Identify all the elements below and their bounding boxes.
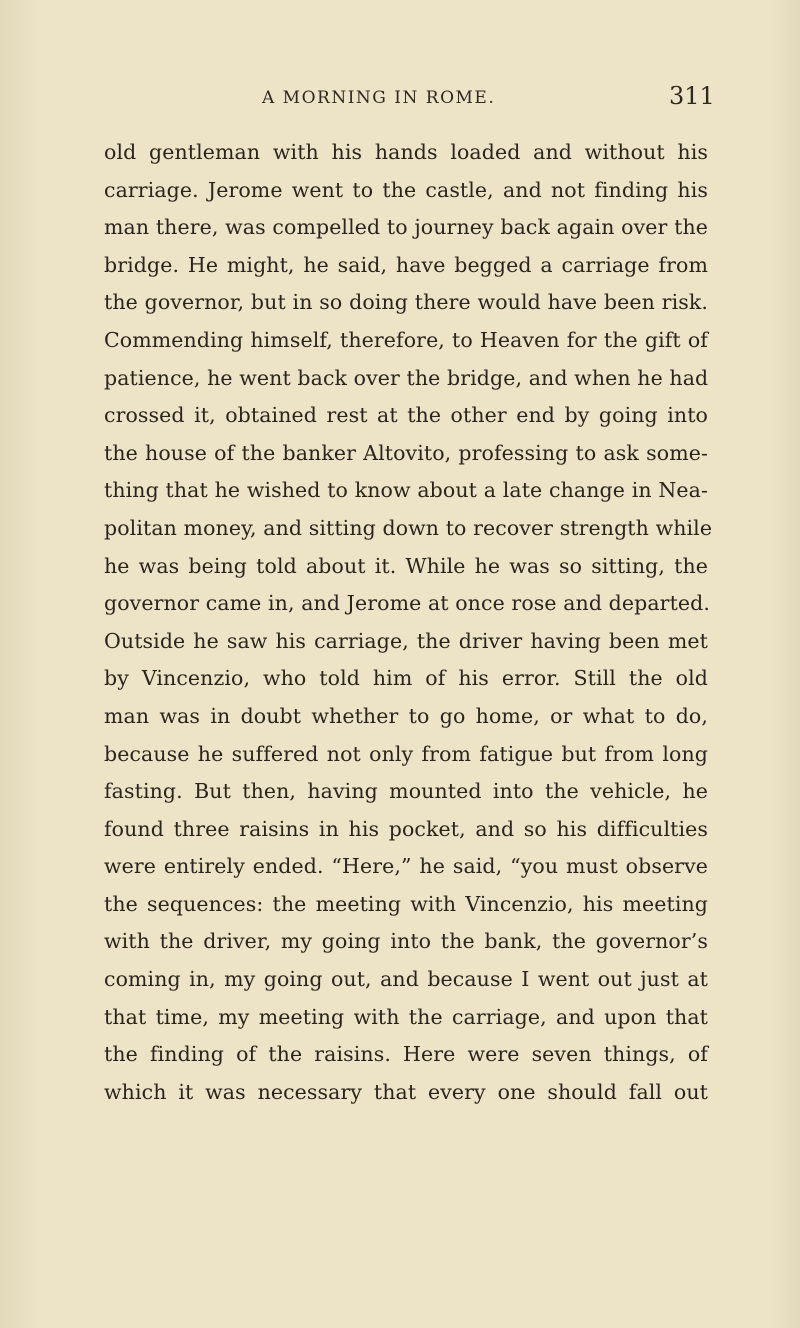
text-line: carriage. Jerome went to the castle, and not finding his [104, 177, 708, 202]
text-line: that time, my meeting with the carriage, and upon that [104, 1004, 708, 1029]
text-line: fasting. But then, having mounted into the vehicle, he [104, 779, 708, 804]
text-line: man there, was compelled to journey back again over the [104, 215, 708, 240]
text-line: Commending himself, therefore, to Heaven for the gift of [104, 327, 708, 352]
text-line: the finding of the raisins. Here were seven things, of [104, 1042, 708, 1067]
text-line: because he suffered not only from fatigue but from long [104, 741, 708, 766]
text-line: by Vincenzio, who told him of his error. Still the old [104, 666, 708, 691]
text-line: the house of the banker Altovito, professing to ask some- [104, 440, 708, 465]
text-line: which it was necessary that every one should fall out [104, 1079, 708, 1104]
text-line: the governor, but in so doing there would have been risk. [104, 290, 708, 315]
text-line: governor came in, and Jerome at once rose and departed. [104, 591, 710, 616]
text-line: Outside he saw his carriage, the driver having been met [104, 628, 708, 653]
text-line: crossed it, obtained rest at the other end by going into [104, 403, 708, 428]
running-head: A MORNING IN ROME. [262, 88, 496, 108]
page-number: 311 [669, 82, 715, 110]
text-line: man was in doubt whether to go home, or what to do, [104, 703, 708, 728]
body-text [104, 134, 713, 1111]
page-header [0, 82, 800, 122]
text-line: with the driver, my going into the bank, the governor’s [104, 929, 708, 954]
text-line: he was being told about it. While he was so sitting, the [104, 553, 708, 578]
text-line: coming in, my going out, and because I went out just at [104, 967, 708, 992]
text-line: were entirely ended. “Here,” he said, “you must observe [104, 854, 708, 879]
text-line: patience, he went back over the bridge, and when he had [104, 365, 709, 390]
text-line: bridge. He might, he said, have begged a carriage from [104, 252, 708, 277]
text-line: the sequences: the meeting with Vincenzio, his meeting [104, 891, 708, 916]
text-line: thing that he wished to know about a late change in Nea- [104, 478, 708, 503]
text-line: politan money, and sitting down to recover strength while [104, 515, 713, 540]
text-line: old gentleman with his hands loaded and without his [104, 140, 708, 164]
text-line: found three raisins in his pocket, and so his difficulties [104, 816, 708, 841]
